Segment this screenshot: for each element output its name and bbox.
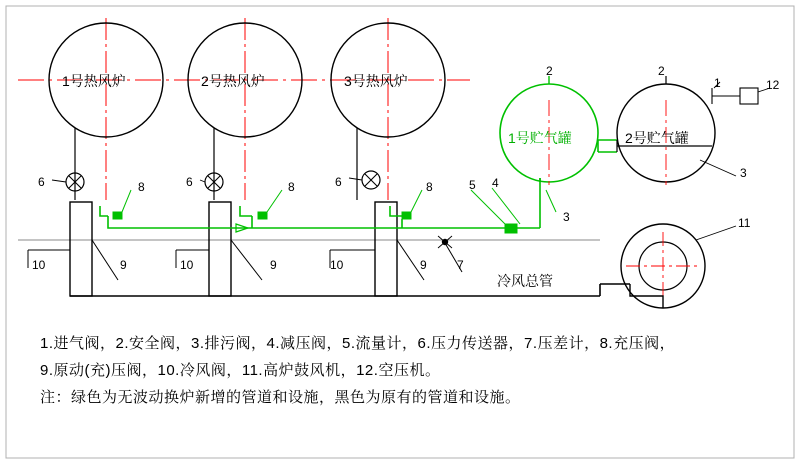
- cold-blast-main-label: 冷风总管: [497, 273, 553, 289]
- callout-1: 1: [714, 76, 721, 90]
- leader-6-2: [200, 180, 205, 182]
- flow-meter-5: [505, 224, 517, 233]
- differential-meter-7: [438, 236, 452, 248]
- leader-8-2: [267, 190, 282, 212]
- callout-9-a: 9: [120, 258, 127, 272]
- legend-line-2: 9.原动(充)压阀，10.冷风阀，11.高炉鼓风机，12.空压机。: [40, 362, 441, 379]
- callout-10-a: 10: [32, 258, 46, 272]
- callout-8-c: 8: [426, 180, 433, 194]
- charge-valve-8-3: [402, 212, 411, 219]
- charge-valve-8-1: [113, 212, 122, 219]
- tank-1-label: 1号贮气罐: [508, 130, 572, 146]
- stove-2-base: [209, 202, 231, 296]
- stove-1-label: 1号热风炉: [62, 73, 126, 89]
- green-branch-stove-1: [100, 206, 108, 216]
- callout-3-a: 3: [563, 210, 570, 224]
- green-branch-stove-2: [240, 206, 252, 216]
- tank-2-label: 2号贮气罐: [625, 130, 689, 146]
- callout-5: 5: [469, 178, 476, 192]
- leader-6-3: [349, 178, 362, 180]
- legend: [40, 330, 770, 411]
- callout-10-c: 10: [330, 258, 344, 272]
- callout-6-c: 6: [335, 175, 342, 189]
- callout-12: 12: [766, 78, 780, 92]
- callout-8-b: 8: [288, 180, 295, 194]
- leader-9-1: [92, 240, 118, 280]
- leader-3-tank2: [700, 160, 736, 176]
- air-compressor-12: [740, 88, 758, 104]
- callout-9-b: 9: [270, 258, 277, 272]
- leader-9-2: [231, 240, 262, 280]
- stove-3-label: 3号热风炉: [344, 73, 408, 89]
- leader-5: [471, 190, 505, 224]
- callout-6-b: 6: [186, 175, 193, 189]
- legend-note-prefix: 注：: [40, 389, 72, 406]
- pressure-transmitter-3: [362, 171, 380, 189]
- callout-3-b: 3: [740, 166, 747, 180]
- callout-2-a: 2: [546, 64, 553, 78]
- legend-note: [40, 384, 770, 411]
- leader-6-1: [52, 180, 66, 182]
- stove-1-base: [70, 202, 92, 296]
- stove-2-label: 2号热风炉: [201, 73, 265, 89]
- leader-8-3: [411, 190, 422, 212]
- callout-2-b: 2: [658, 64, 665, 78]
- leader-4: [492, 188, 520, 224]
- legend-note-body: 绿色为无波动换炉新增的管道和设施，黑色为原有的管道和设施。: [71, 389, 521, 406]
- callout-10-b: 10: [180, 258, 194, 272]
- callout-11: 11: [738, 216, 751, 230]
- green-header-left: [108, 216, 230, 228]
- callout-8-a: 8: [138, 180, 145, 194]
- leader-3-tank1: [546, 190, 556, 212]
- callout-6-a: 6: [38, 175, 45, 189]
- leader-11: [696, 226, 736, 240]
- legend-line-1: 1.进气阀，2.安全阀，3.排污阀，4.减压阀，5.流量计，6.压力传送器，7.压差计，8.充压阀，: [40, 335, 676, 352]
- charge-valve-8-2: [258, 212, 267, 219]
- green-branch-stove-3: [390, 206, 402, 216]
- callout-4: 4: [492, 176, 499, 190]
- leader-8-1: [122, 190, 131, 212]
- callout-7: 7: [457, 258, 464, 272]
- callout-9-c: 9: [420, 258, 427, 272]
